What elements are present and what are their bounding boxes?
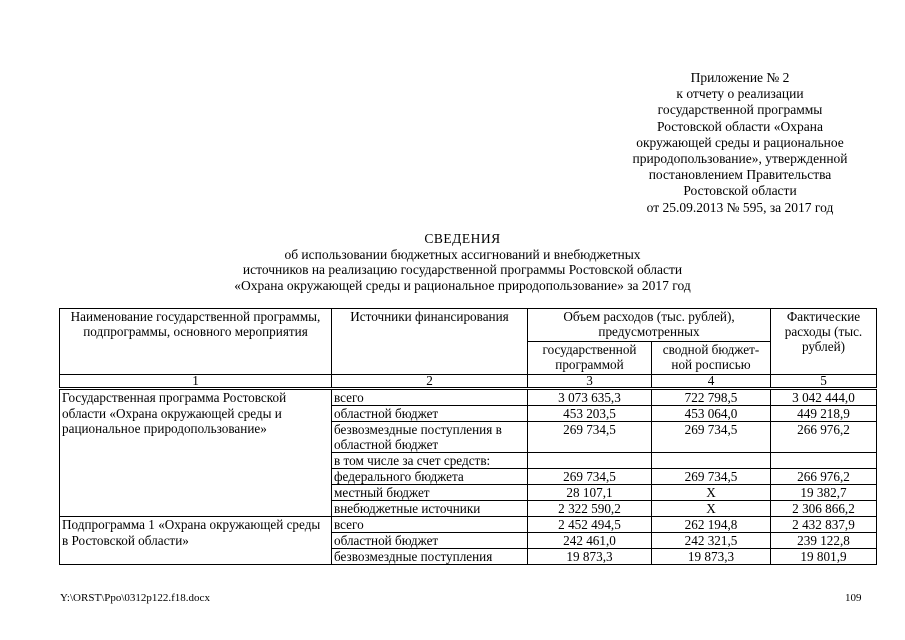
planned-cell [528,453,652,469]
actual-cell: 449 218,9 [771,406,877,422]
actual-cell: 266 976,2 [771,422,877,453]
budget-cell: 242 321,5 [652,533,771,549]
budget-cell: 269 734,5 [652,469,771,485]
appendix-line: постановлением Правительства [648,167,832,183]
source-cell: безвозмездные поступления в областной бюджет [332,422,528,453]
actual-cell: 2 432 837,9 [771,517,877,533]
col-number: 1 [60,375,332,389]
source-cell: внебюджетные источники [332,501,528,517]
budget-cell: 262 194,8 [652,517,771,533]
actual-cell [771,453,877,469]
title-heading: СВЕДЕНИЯ [424,231,501,246]
expenditure-table [59,308,877,565]
title-line: об использовании бюджетных ассигнований и внебюджетных [284,246,641,262]
title-line: источников на реализацию государственной программы Ростовской области [242,262,683,277]
header-name: Наименование государственной программы, подпрограммы, основного мероприятия [60,309,332,375]
appendix-line: государственной программы [657,102,823,118]
planned-cell: 19 873,3 [528,549,652,565]
appendix-line: от 25.09.2013 № 595, за 2017 год [646,199,834,215]
source-cell: безвозмездные поступления [332,549,528,565]
source-cell: федерального бюджета [332,469,528,485]
file-path: Y:\ORST\Ppo\0312p122.f18.docx [60,592,210,604]
header-volume: Объем расходов (тыс. рублей), предусмотренных [528,309,771,342]
budget-cell: Х [652,501,771,517]
header-state-program: государственной программой [528,342,652,375]
appendix-line: Ростовской области «Охрана [657,118,823,134]
planned-cell: 28 107,1 [528,485,652,501]
budget-cell: 453 064,0 [652,406,771,422]
actual-cell: 266 976,2 [771,469,877,485]
page-number: 109 [845,592,862,604]
budget-cell: Х [652,485,771,501]
col-number: 2 [332,375,528,389]
appendix-line: Ростовской области [683,183,797,199]
col-number: 5 [771,375,877,389]
header-source: Источники финансирования [332,309,528,375]
appendix-line: природопользование», утвержденной [632,151,848,167]
appendix-line: окружающей среды и рациональное [636,134,844,150]
document-title [60,231,865,293]
planned-cell: 269 734,5 [528,469,652,485]
table-row [60,517,877,533]
table-row [60,389,877,406]
budget-cell: 269 734,5 [652,422,771,453]
source-cell: областной бюджет [332,406,528,422]
actual-cell: 2 306 866,2 [771,501,877,517]
col-number: 3 [528,375,652,389]
planned-cell: 242 461,0 [528,533,652,549]
planned-cell: 453 203,5 [528,406,652,422]
budget-cell: 19 873,3 [652,549,771,565]
appendix-note [560,70,905,216]
planned-cell: 2 452 494,5 [528,517,652,533]
actual-cell: 3 042 444,0 [771,389,877,406]
program-name: Государственная программа Ростовской области «Охрана окружающей среды и рациональное природопользование» [60,389,332,517]
planned-cell: 269 734,5 [528,422,652,453]
header-actual: Фактические расходы (тыс. рублей) [771,309,877,375]
title-line: «Охрана окружающей среды и рациональное природопользование» за 2017 год [234,277,691,293]
appendix-line: к отчету о реализации [676,86,804,102]
planned-cell: 2 322 590,2 [528,501,652,517]
source-cell: областной бюджет [332,533,528,549]
actual-cell: 19 801,9 [771,549,877,565]
header-budget-list: сводной бюджет-ной росписью [652,342,771,375]
source-cell: местный бюджет [332,485,528,501]
col-number: 4 [652,375,771,389]
source-cell: всего [332,517,528,533]
source-cell: всего [332,389,528,406]
actual-cell: 19 382,7 [771,485,877,501]
appendix-line: Приложение № 2 [690,70,790,85]
subprogram-name: Подпрограмма 1 «Охрана окружающей среды в Ростовской области» [60,517,332,565]
budget-cell [652,453,771,469]
source-cell: в том числе за счет средств: [332,453,528,469]
budget-cell: 722 798,5 [652,389,771,406]
actual-cell: 239 122,8 [771,533,877,549]
planned-cell: 3 073 635,3 [528,389,652,406]
